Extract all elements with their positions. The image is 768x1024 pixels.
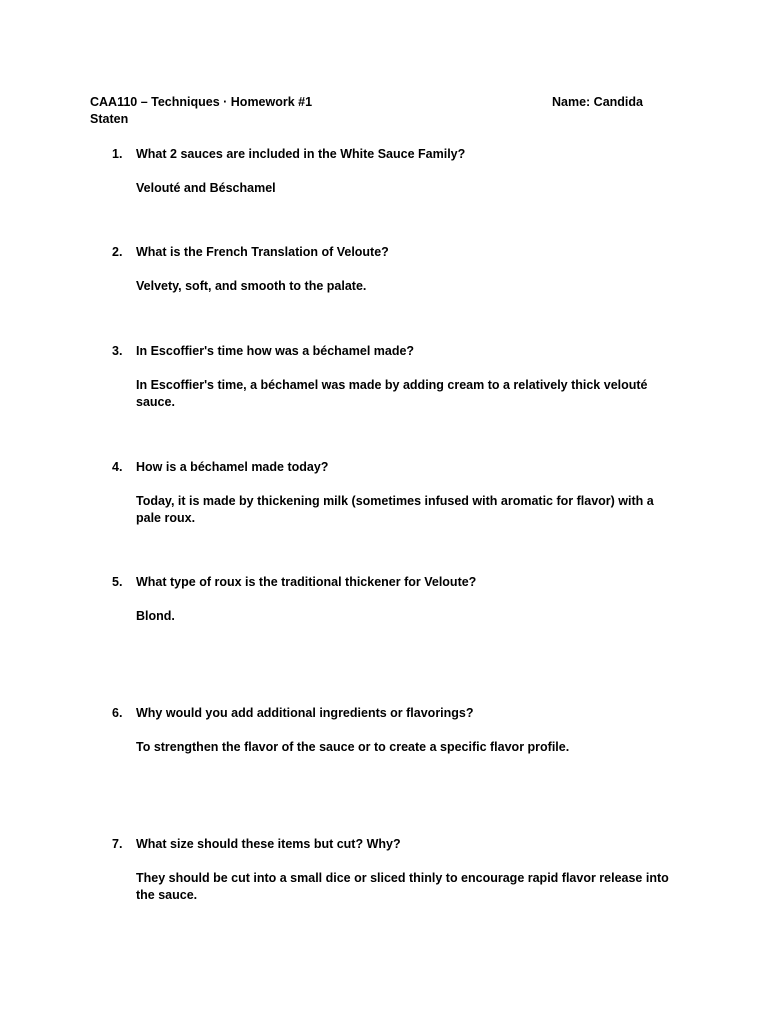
answer-text: To strengthen the flavor of the sauce or to create a specific flavor profile. — [136, 740, 570, 754]
answer-text: Velvety, soft, and smooth to the palate. — [136, 279, 367, 293]
question-number: 2. — [112, 245, 123, 259]
question-number: 7. — [112, 837, 123, 851]
question-text: Why would you add additional ingredients or flavorings? — [136, 706, 474, 720]
answer-text: Velouté and Béschamel — [136, 181, 276, 195]
question-number: 5. — [112, 575, 123, 589]
answer-text: Today, it is made by thickening milk (sometimes infused with aromatic for flavor) with a pale roux. — [136, 494, 654, 525]
question-number: 6. — [112, 706, 123, 720]
question-number: 3. — [112, 344, 123, 358]
question-number: 1. — [112, 147, 123, 161]
document-title: CAA110 – Techniques · Homework #1 — [90, 95, 313, 109]
question-text: In Escoffier's time how was a béchamel made? — [136, 344, 415, 358]
question-text: What type of roux is the traditional thickener for Veloute? — [136, 575, 477, 589]
student-name-label: Name: Candida — [552, 95, 643, 109]
question-text: What size should these items but cut? Why? — [136, 837, 401, 851]
question-text: How is a béchamel made today? — [136, 460, 329, 474]
question-text: What is the French Translation of Veloute? — [136, 245, 389, 259]
question-text: What 2 sauces are included in the White Sauce Family? — [136, 147, 466, 161]
question-number: 4. — [112, 460, 123, 474]
student-name-continued: Staten — [90, 112, 129, 126]
answer-text: In Escoffier's time, a béchamel was made by adding cream to a relatively thick velouté sauce. — [136, 378, 648, 409]
answer-text: Blond. — [136, 609, 175, 623]
answer-text: They should be cut into a small dice or sliced thinly to encourage rapid flavor release into the sauce. — [136, 871, 669, 902]
